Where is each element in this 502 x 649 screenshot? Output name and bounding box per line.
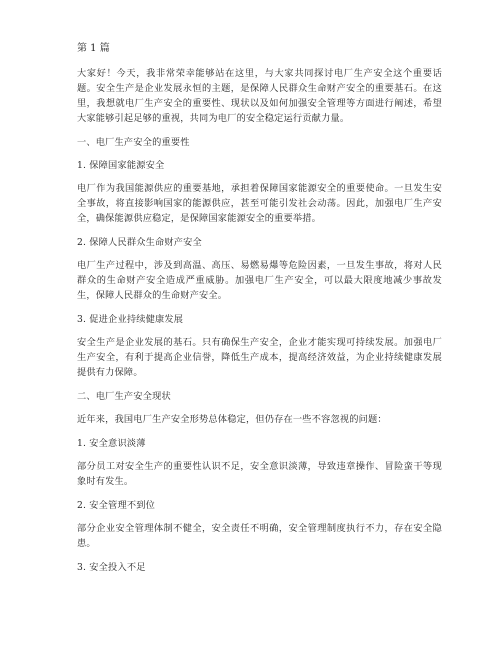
paragraph-2-intro: 近年来，我国电厂生产安全形势总体稳定，但仍存在一些不容忽视的问题： (77, 414, 387, 425)
document-title: 第 1 篇 (77, 43, 110, 54)
subheading-1-3: 3. 促进企业持续健康发展 (77, 314, 184, 325)
subheading-2-3: 3. 安全投入不足 (77, 562, 146, 573)
subheading-1-1: 1. 保障国家能源安全 (77, 160, 165, 171)
subheading-1-2: 2. 保障人民群众生命财产安全 (77, 237, 202, 248)
paragraph-intro: 大家好！今天，我非常荣幸能够站在这里，与大家共同探讨电厂生产安全这个重要话题。安全生产是企业发展永恒的主题，是保障人民群众生命财产安全的重要基石。在这里，我想就电厂生产安全的重要性、现状以及如何加强安全管理等方面进行阐述，希望大家能够引起足够的重视，共同为电厂的安全稳定运行贡献力量。 (77, 68, 442, 124)
section-heading-2: 二、电厂生产安全现状 (77, 391, 171, 402)
subheading-2-1: 1. 安全意识淡薄 (77, 438, 146, 449)
paragraph-2-2: 部分企业安全管理体制不健全，安全责任不明确，安全管理制度执行不力，存在安全隐患。 (77, 523, 442, 549)
paragraph-1-3: 安全生产是企业发展的基石。只有确保生产安全，企业才能实现可持续发展。加强电厂生产安全，有利于提高企业信誉，降低生产成本，提高经济效益，为企业持续健康发展提供有力保障。 (77, 337, 442, 378)
paragraph-2-1: 部分员工对安全生产的重要性认识不足，安全意识淡薄，导致违章操作、冒险蛮干等现象时有发生。 (77, 461, 442, 487)
paragraph-1-1: 电厂作为我国能源供应的重要基地，承担着保障国家能源安全的重要使命。一旦发生安全事故，将直接影响国家的能源供应，甚至可能引发社会动荡。因此，加强电厂生产安全，确保能源供应稳定，是保障国家能源安全的重要举措。 (77, 183, 442, 224)
section-heading-1: 一、电厂生产安全的重要性 (77, 137, 190, 148)
subheading-2-2: 2. 安全管理不到位 (77, 500, 155, 511)
paragraph-1-2: 电厂生产过程中，涉及到高温、高压、易燃易爆等危险因素，一旦发生事故，将对人民群众的生命财产安全造成严重威胁。加强电厂生产安全，可以最大限度地减少事故发生，保障人民群众的生命财产安全。 (77, 260, 442, 301)
